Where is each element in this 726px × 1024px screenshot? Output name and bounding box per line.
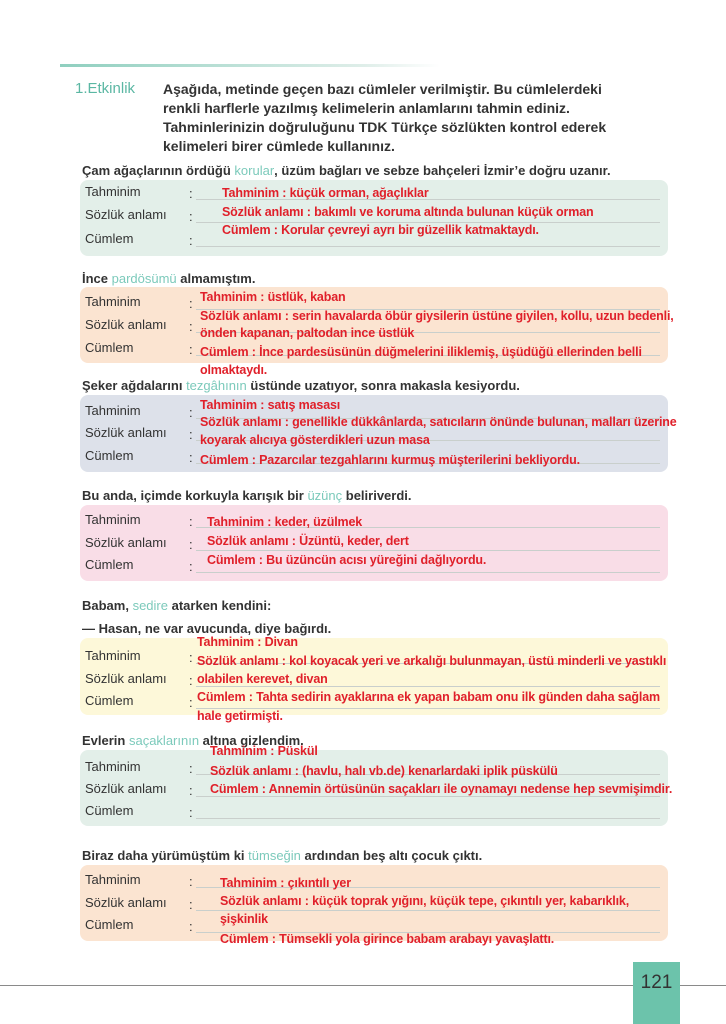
label-guess: Tahminim (85, 184, 141, 199)
colon: : (189, 296, 193, 311)
label-sentence: Cümlem (85, 803, 134, 818)
answer-line (196, 818, 660, 819)
handwritten-answer: Sözlük anlamı : Üzüntü, keder, dert (207, 534, 409, 548)
sentence-text: Çam ağaçlarının ördüğü (82, 163, 235, 178)
sentence-text: — Hasan, ne var avucunda, diye bağırdı. (82, 621, 332, 636)
handwritten-answer: Sözlük anlamı : (havlu, halı vb.de) kenarlardaki iplik püskülü (210, 764, 558, 778)
answer-line (196, 686, 660, 687)
colon: : (189, 919, 193, 934)
colon: : (189, 233, 193, 248)
example-sentence (82, 848, 482, 863)
handwritten-answer: Cümlem : Korular çevreyi ayrı bir güzellik katmaktaydı. (222, 223, 539, 237)
sentence-text: Şeker ağdalarını (82, 378, 187, 393)
example-sentence (82, 598, 271, 613)
colon: : (189, 537, 193, 552)
sentence-text: ardından beş altı çocuk çıktı. (300, 848, 483, 863)
colon: : (189, 514, 193, 529)
sentence-text: Bu anda, içimde korkuyla karışık bir (82, 488, 308, 503)
colon: : (189, 695, 193, 710)
example-sentence (82, 621, 331, 636)
handwritten-answer: Tahminim : küçük orman, ağaçlıklar (222, 186, 429, 200)
colon: : (189, 805, 193, 820)
activity-title: 1.Etkinlik (75, 80, 136, 97)
label-dict: Sözlük anlamı (85, 671, 167, 686)
label-guess: Tahminim (85, 512, 141, 527)
sentence-text: İnce (82, 271, 112, 286)
handwritten-answer: Cümlem : Pazarcılar tezgahlarını kurmuş müşterilerini bekliyordu. (200, 453, 580, 467)
colon: : (189, 897, 193, 912)
example-sentence (82, 163, 611, 178)
label-sentence: Cümlem (85, 917, 134, 932)
sentence-text: , üzüm bağları ve sebze bahçeleri İzmir’e doğru uzanır. (274, 163, 611, 178)
answer-line (196, 796, 660, 797)
highlighted-keyword: korular (234, 163, 275, 178)
page-number: 121 (640, 972, 673, 993)
label-guess: Tahminim (85, 403, 141, 418)
label-guess: Tahminim (85, 872, 141, 887)
label-dict: Sözlük anlamı (85, 425, 167, 440)
handwritten-answer: Cümlem : Tümsekli yola girince babam arabayı yavaşlattı. (220, 932, 555, 946)
highlighted-keyword: tümseğin (248, 848, 301, 863)
answer-line (196, 910, 660, 911)
handwritten-answer: şişkinlik (220, 912, 268, 926)
label-dict: Sözlük anlamı (85, 317, 167, 332)
sentence-text: Biraz daha yürümüştüm ki (82, 848, 249, 863)
colon: : (189, 209, 193, 224)
header-rule (60, 64, 440, 67)
handwritten-answer: olabilen kerevet, divan (197, 672, 328, 686)
colon: : (189, 450, 193, 465)
handwritten-answer: Sözlük anlamı : serin havalarda öbür giysilerin üstüne giyilen, kollu, uzun bedenli, (200, 309, 674, 323)
handwritten-answer: Tahminim : Divan (197, 635, 298, 649)
answer-line (196, 550, 660, 551)
sentence-text: üstünde uzatıyor, sonra makasla kesiyordu. (246, 378, 520, 393)
activity-instruction: Aşağıda, metinde geçen bazı cümleler verilmiştir. Bu cümlelerdeki renkli harflerle yazılmış kelimelerin anlamlarını tahmin ediniz. Tahminlerinizin doğruluğunu TDK Türkçe sözlükten kontrol ederek kelimeleri birer cümlede kullanınız. (163, 81, 607, 154)
handwritten-answer: Cümlem : Tahta sedirin ayaklarına ek yapan babam onu ilk günden daha sağlam (197, 690, 660, 704)
handwritten-answer: hale getirmişti. (197, 709, 283, 723)
handwritten-answer: Cümlem : Bu üzüncün acısı yüreğini dağlıyordu. (207, 553, 487, 567)
label-dict: Sözlük anlamı (85, 781, 167, 796)
handwritten-answer: koyarak alıcıya gösterdikleri uzun masa (200, 433, 430, 447)
label-dict: Sözlük anlamı (85, 207, 167, 222)
colon: : (189, 405, 193, 420)
sentence-text: almamıştım. (176, 271, 256, 286)
answer-line (196, 246, 660, 247)
label-sentence: Cümlem (85, 693, 134, 708)
handwritten-answer: Tahminim : Püskül (210, 744, 318, 758)
colon: : (189, 186, 193, 201)
label-sentence: Cümlem (85, 448, 134, 463)
label-sentence: Cümlem (85, 231, 134, 246)
highlighted-keyword: saçaklarının (128, 733, 200, 748)
handwritten-answer: Cümlem : Annemin örtüsünün saçakları ile oynamayı nedense hep sevmişimdir. (210, 782, 673, 796)
handwritten-answer: önden kapanan, paltodan ince üstlük (200, 326, 415, 340)
example-sentence (82, 488, 412, 503)
sentence-text: altına gizlendim. (199, 733, 304, 748)
answer-line (196, 572, 660, 573)
sentence-text: atarken kendini: (168, 598, 272, 613)
footer-rule (0, 985, 726, 986)
label-guess: Tahminim (85, 294, 141, 309)
colon: : (189, 559, 193, 574)
highlighted-keyword: pardösümü (111, 271, 177, 286)
highlighted-keyword: tezgâhının (186, 378, 247, 393)
handwritten-answer: Tahminim : satış masası (200, 398, 341, 412)
handwritten-answer: Sözlük anlamı : küçük toprak yığını, küçük tepe, çıkıntılı yer, kabarıklık, (220, 894, 630, 908)
label-dict: Sözlük anlamı (85, 535, 167, 550)
label-sentence: Cümlem (85, 557, 134, 572)
sentence-text: beliriverdi. (342, 488, 412, 503)
highlighted-keyword: sedire (132, 598, 168, 613)
label-guess: Tahminim (85, 648, 141, 663)
handwritten-answer: Sözlük anlamı : genellikle dükkânlarda, satıcıların önünde bulunan, malları üzerine (200, 415, 677, 429)
label-sentence: Cümlem (85, 340, 134, 355)
colon: : (189, 427, 193, 442)
label-dict: Sözlük anlamı (85, 895, 167, 910)
label-guess: Tahminim (85, 759, 141, 774)
colon: : (189, 783, 193, 798)
handwritten-answer: Tahminim : keder, üzülmek (207, 515, 363, 529)
colon: : (189, 319, 193, 334)
handwritten-answer: Sözlük anlamı : bakımlı ve koruma altında bulunan küçük orman (222, 205, 594, 219)
handwritten-answer: Cümlem : İnce pardesüsünün düğmelerini iliklemiş, üşüdüğü ellerinden belli (200, 345, 642, 359)
handwritten-answer: Tahminim : üstlük, kaban (200, 290, 346, 304)
colon: : (189, 650, 193, 665)
sentence-text: Babam, (82, 598, 133, 613)
handwritten-answer: Sözlük anlamı : kol koyacak yeri ve arkalığı bulunmayan, üstü minderli ve yastıklı (197, 654, 667, 668)
colon: : (189, 673, 193, 688)
colon: : (189, 342, 193, 357)
handwritten-answer: Tahminim : çıkıntılı yer (220, 876, 351, 890)
sentence-text: Evlerin (82, 733, 129, 748)
colon: : (189, 761, 193, 776)
highlighted-keyword: üzünç (307, 488, 343, 503)
handwritten-answer: olmaktaydı. (200, 363, 268, 377)
example-sentence (82, 378, 520, 393)
colon: : (189, 874, 193, 889)
example-sentence (82, 271, 255, 286)
